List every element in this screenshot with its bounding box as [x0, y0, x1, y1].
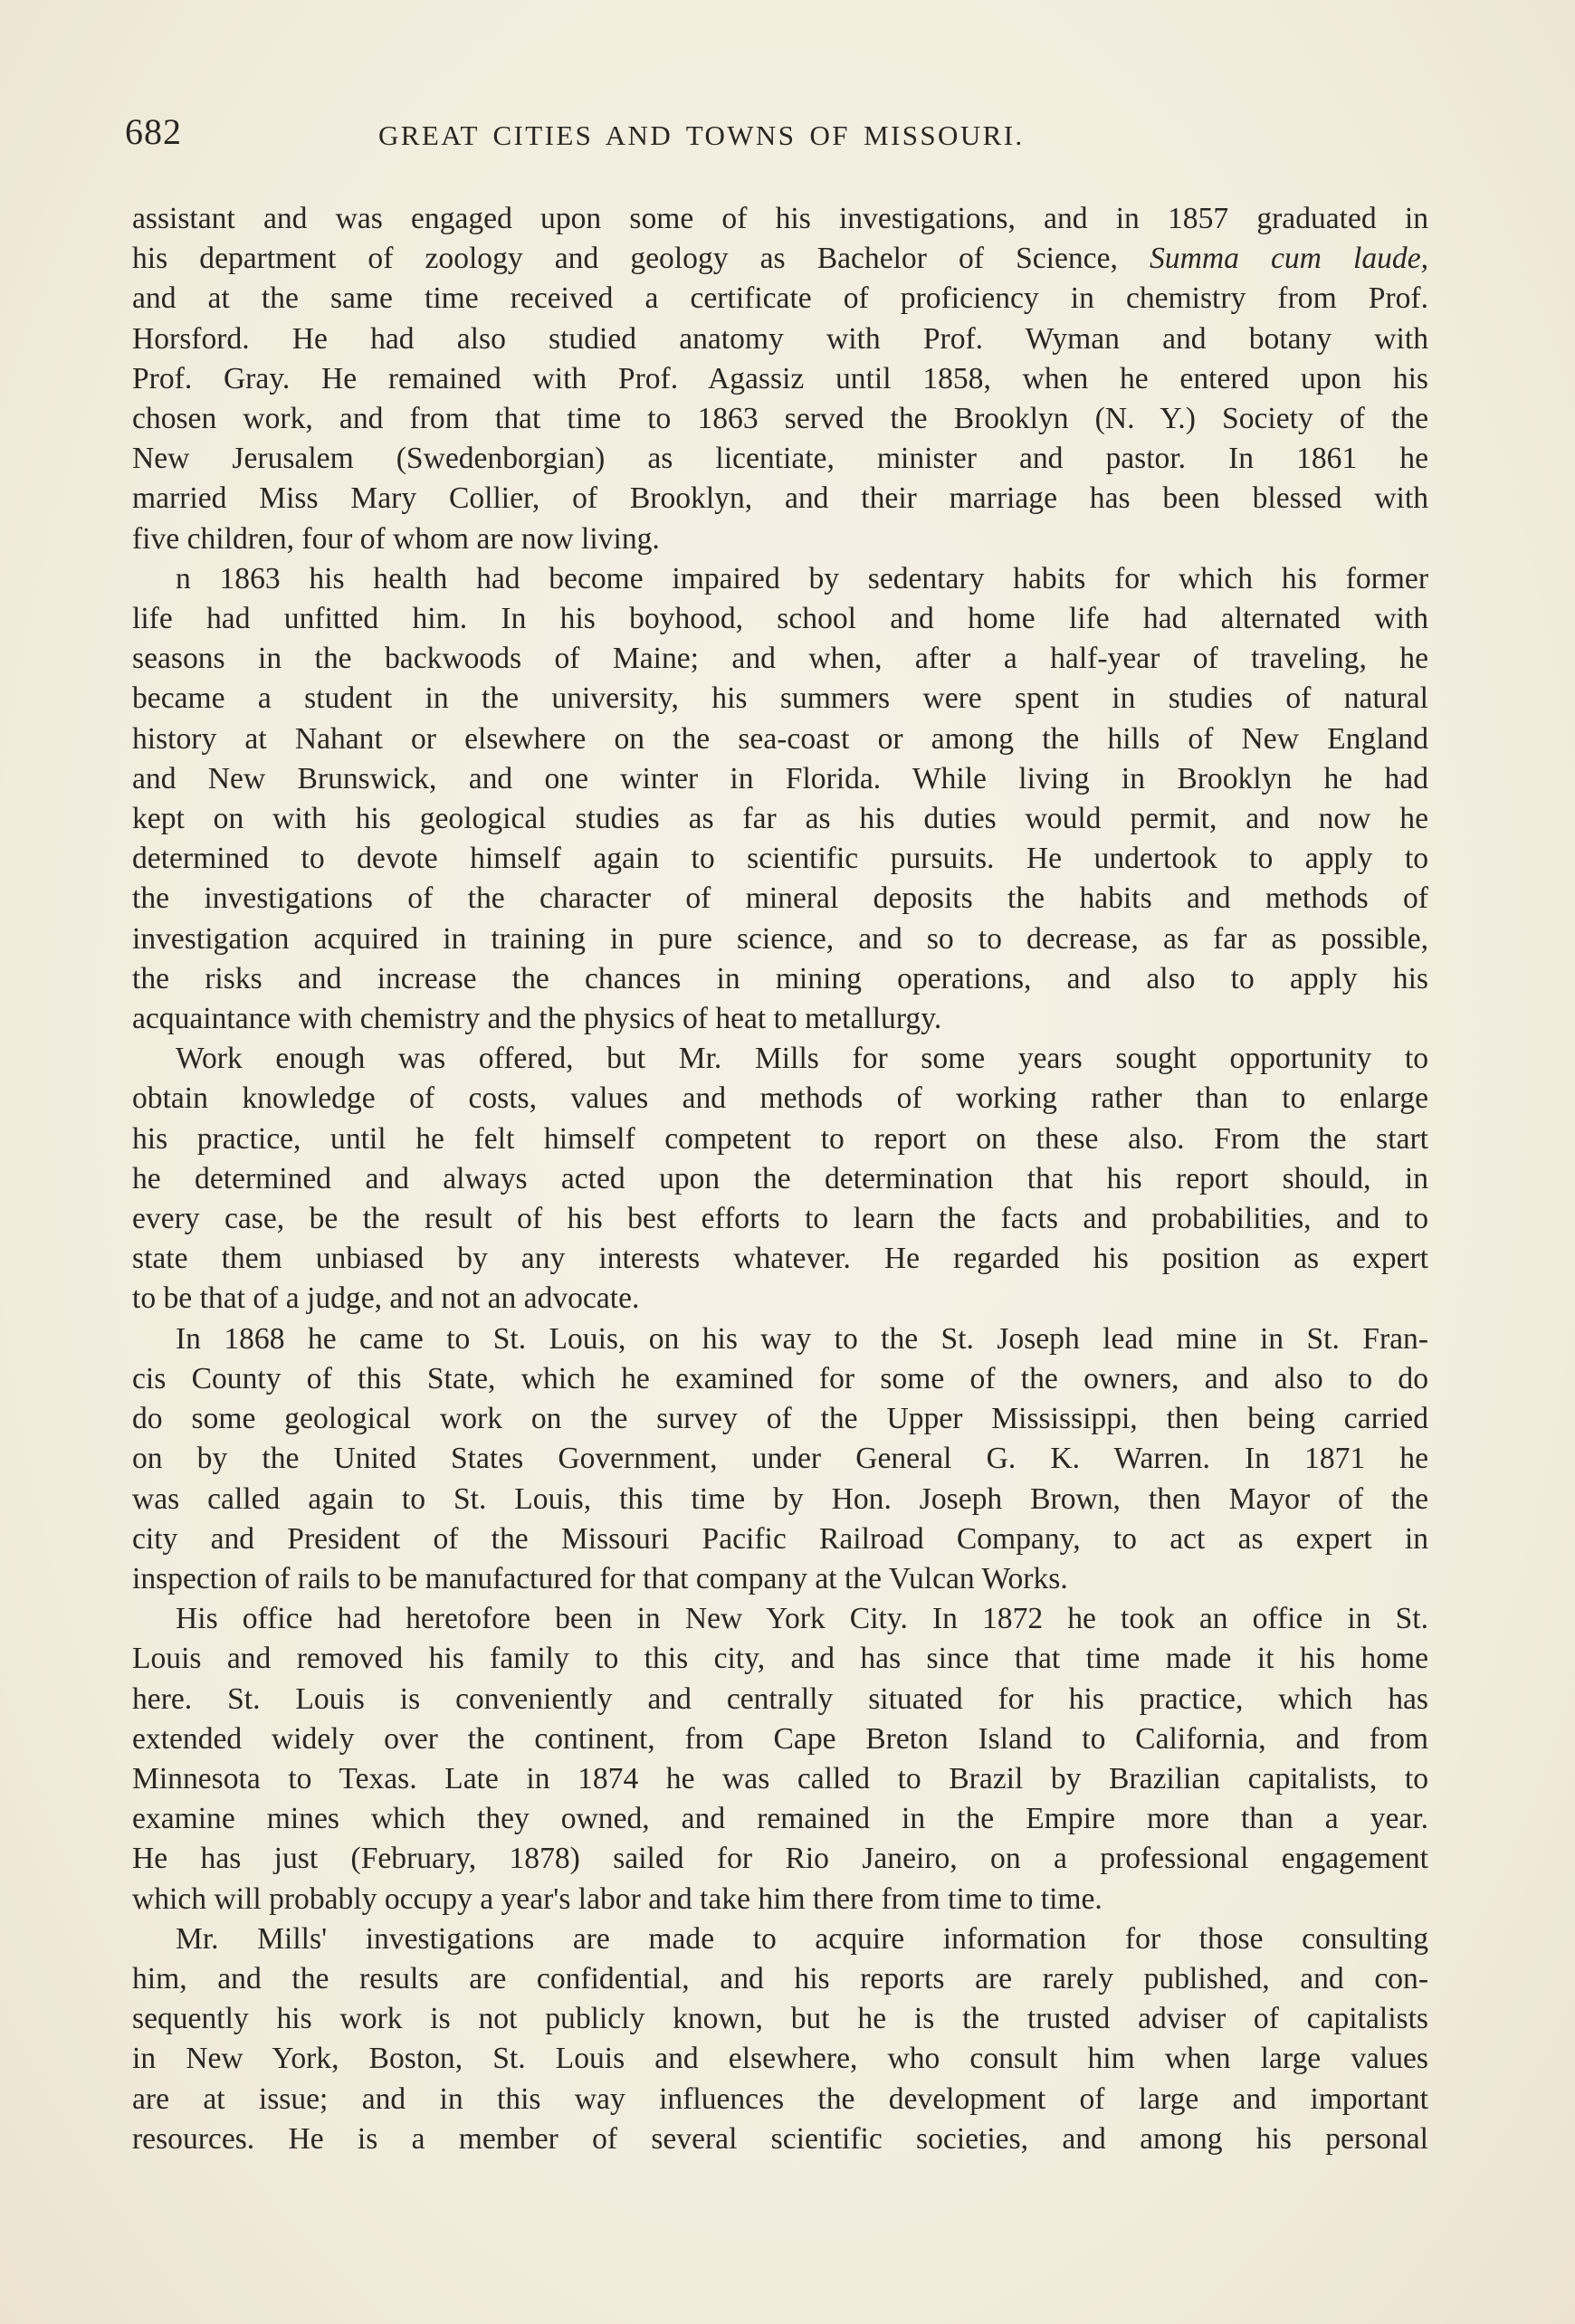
text-line: are at issue; and in this way influences the development of large and important — [132, 2081, 1428, 2116]
text-line: Louis and removed his family to this city, and has since that time made it his home — [132, 1642, 1428, 1676]
text-line: examine mines which they owned, and remained in the Empire more than a year. — [132, 1802, 1428, 1836]
text-line: five children, four of whom are now living. — [132, 521, 660, 556]
text-line: acquaintance with chemistry and the physics of heat to metallurgy. — [132, 1002, 942, 1036]
text-line: and at the same time received a certificate of proficiency in chemistry from Prof. — [132, 281, 1428, 316]
text-line: the investigations of the character of mineral deposits the habits and methods of — [132, 881, 1428, 916]
text-line: n 1863 his health had become impaired by sedentary habits for which his former — [176, 561, 1428, 595]
italic-phrase: Summa cum laude, — [1150, 242, 1429, 276]
text-line: Work enough was offered, but Mr. Mills for some years sought opportunity to — [176, 1042, 1428, 1076]
text-line: state them unbiased by any interests whatever. He regarded his position as expert — [132, 1242, 1428, 1276]
text-line: extended widely over the continent, from Cape Breton Island to California, and from — [132, 1721, 1428, 1756]
text-line: was called again to St. Louis, this time by Hon. Joseph Brown, then Mayor of the — [132, 1481, 1428, 1516]
page-header — [125, 107, 1428, 161]
text-line: He has just (February, 1878) sailed for Rio Janeiro, on a professional engagement — [132, 1842, 1428, 1876]
running-title: GREAT CITIES AND TOWNS OF MISSOURI. — [378, 119, 1025, 151]
text-line: on by the United States Government, under General G. K. Warren. In 1871 he — [132, 1442, 1428, 1476]
text-line: do some geological work on the survey of the Upper Mississippi, then being carried — [132, 1402, 1428, 1436]
text-line — [132, 239, 1428, 279]
text-line: he determined and always acted upon the determination that his report should, in — [132, 1161, 1428, 1195]
text-line: seasons in the backwoods of Maine; and when, after a half-year of traveling, he — [132, 642, 1428, 676]
text-line: which will probably occupy a year's labor and take him there from time to time. — [132, 1881, 1102, 1916]
text-line: him, and the results are confidential, and his reports are rarely published, and con- — [132, 1961, 1428, 1995]
text-line: In 1868 he came to St. Louis, on his way to the St. Joseph lead mine in St. Fran- — [176, 1321, 1428, 1356]
paragraph-3 — [132, 1039, 1428, 1319]
body-text — [132, 199, 1428, 2159]
text-line: and New Brunswick, and one winter in Florida. While living in Brooklyn he had — [132, 761, 1428, 795]
text-line: cis County of this State, which he examined for some of the owners, and also to do — [132, 1361, 1428, 1395]
text-line: investigation acquired in training in pure science, and so to decrease, as far as possible, — [132, 921, 1428, 956]
text-line: chosen work, and from that time to 1863 served the Brooklyn (N. Y.) Society of the — [132, 402, 1428, 436]
text-line: history at Nahant or elsewhere on the sea-coast or among the hills of New England — [132, 721, 1428, 756]
text-line: sequently his work is not publicly known, but he is the trusted adviser of capitalists — [132, 2002, 1428, 2036]
text-line: every case, be the result of his best efforts to learn the facts and probabilities, and to — [132, 1202, 1428, 1236]
text-line: the risks and increase the chances in mining operations, and also to apply his — [132, 961, 1428, 995]
text-line: Horsford. He had also studied anatomy with Prof. Wyman and botany with — [132, 321, 1428, 356]
page-number: 682 — [125, 111, 182, 152]
paragraph-2 — [132, 559, 1428, 1039]
text-line: New Jerusalem (Swedenborgian) as licentiate, minister and pastor. In 1861 he — [132, 442, 1428, 476]
paragraph-6 — [132, 1919, 1428, 2159]
text-line: in New York, Boston, St. Louis and elsewhere, who consult him when large values — [132, 2042, 1428, 2076]
text-line: determined to devote himself again to scientific pursuits. He undertook to apply to — [132, 842, 1428, 876]
text-line: His office had heretofore been in New York City. In 1872 he took an office in St. — [176, 1602, 1428, 1636]
text-line: resources. He is a member of several scientific societies, and among his personal — [132, 2121, 1428, 2156]
paragraph-5 — [132, 1599, 1428, 1919]
text-line: life had unfitted him. In his boyhood, school and home life had alternated with — [132, 602, 1428, 636]
text-line: his practice, until he felt himself competent to report on these also. From the start — [132, 1121, 1428, 1156]
text-line: Mr. Mills' investigations are made to acquire information for those consulting — [176, 1921, 1428, 1956]
text-line: kept on with his geological studies as far as his duties would permit, and now he — [132, 802, 1428, 836]
text-line: inspection of rails to be manufactured for that company at the Vulcan Works. — [132, 1561, 1068, 1595]
text-line: here. St. Louis is conveniently and centrally situated for his practice, which has — [132, 1681, 1428, 1716]
text-line: assistant and was engaged upon some of his investigations, and in 1857 graduated in — [132, 202, 1428, 235]
text-segment: his department of zoology and geology as Bachelor of Science, — [132, 242, 1150, 276]
text-line: obtain knowledge of costs, values and methods of working rather than to enlarge — [132, 1081, 1428, 1116]
text-line: city and President of the Missouri Pacific Railroad Company, to act as expert in — [132, 1521, 1428, 1556]
text-line: Minnesota to Texas. Late in 1874 he was called to Brazil by Brazilian capitalists, to — [132, 1761, 1428, 1795]
text-line: Prof. Gray. He remained with Prof. Agassiz until 1858, when he entered upon his — [132, 361, 1428, 395]
text-line: married Miss Mary Collier, of Brooklyn, and their marriage has been blessed with — [132, 481, 1428, 516]
text-line: to be that of a judge, and not an advocate. — [132, 1281, 640, 1316]
paragraph-4 — [132, 1319, 1428, 1599]
text-line: became a student in the university, his summers were spent in studies of natural — [132, 681, 1428, 716]
paragraph-1 — [132, 199, 1428, 559]
